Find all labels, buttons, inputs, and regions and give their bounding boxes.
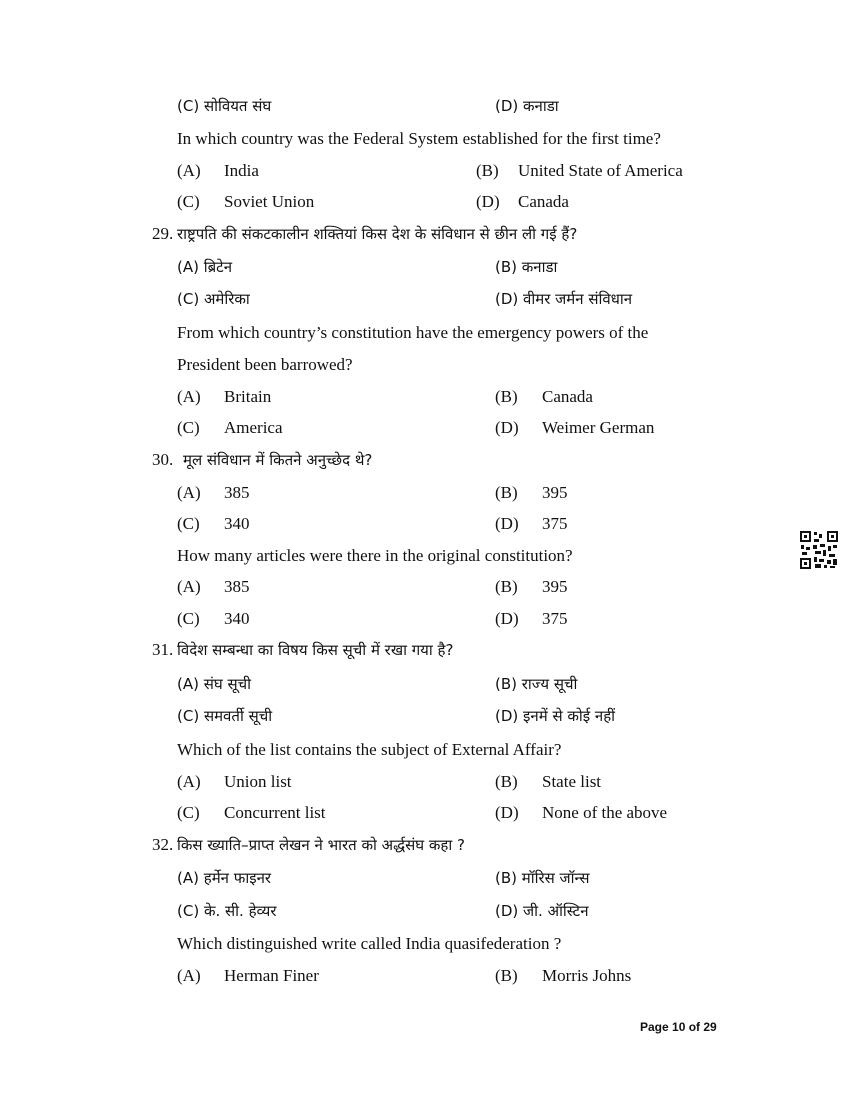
text-line-22-part-3: None of the above bbox=[542, 803, 668, 822]
text-line-3-part-1: Soviet Union bbox=[224, 192, 315, 211]
text-line-8-part-0: President been barrowed? bbox=[177, 355, 353, 374]
text-line-16-part-2: (D) bbox=[495, 609, 519, 628]
text-line-26-part-0: Which distinguished write called India quasifederation ? bbox=[177, 934, 562, 953]
text-line-11-part-1: मूल संविधान में कितने अनुच्छेद थे? bbox=[183, 451, 373, 469]
text-line-22-part-1: Concurrent list bbox=[224, 803, 326, 822]
text-line-27-part-0: (A) bbox=[177, 966, 201, 985]
text-line-2-part-2: (B) bbox=[476, 161, 499, 180]
text-line-12-part-1: 385 bbox=[224, 483, 250, 502]
text-line-1-part-0: In which country was the Federal System established for the first time? bbox=[177, 129, 661, 148]
text-line-15-part-3: 395 bbox=[542, 577, 568, 596]
text-line-2-part-3: United State of America bbox=[518, 161, 683, 180]
text-line-12-part-0: (A) bbox=[177, 483, 201, 502]
text-line-25-part-1: (D) जी. ऑस्टिन bbox=[495, 902, 589, 920]
text-line-5-part-1: (B) कनाडा bbox=[495, 258, 558, 276]
text-line-13-part-0: (C) bbox=[177, 514, 200, 533]
text-line-13-part-1: 340 bbox=[224, 514, 250, 533]
text-line-13-part-2: (D) bbox=[495, 514, 519, 533]
text-line-27-part-3: Morris Johns bbox=[542, 966, 632, 985]
text-line-12-part-3: 395 bbox=[542, 483, 568, 502]
text-line-24-part-0: (A) हर्मेन फाइनर bbox=[177, 869, 272, 887]
text-line-3-part-0: (C) bbox=[177, 192, 200, 211]
text-line-3-part-3: Canada bbox=[518, 192, 569, 211]
text-line-18-part-0: (A) संघ सूची bbox=[177, 675, 252, 693]
text-line-17-part-1: विदेश सम्बन्धा का विषय किस सूची में रखा गया है? bbox=[177, 641, 454, 659]
text-line-25-part-0: (C) के. सी. हेव्यर bbox=[177, 902, 277, 920]
text-line-19-part-1: (D) इनमें से कोई नहीं bbox=[495, 707, 616, 725]
text-line-16-part-1: 340 bbox=[224, 609, 250, 628]
text-line-23-part-0: 32. bbox=[152, 835, 174, 854]
text-line-27-part-2: (B) bbox=[495, 966, 518, 985]
text-line-5-part-0: (A) ब्रिटेन bbox=[177, 258, 233, 276]
text-line-0-part-1: (D) कनाडा bbox=[495, 97, 559, 115]
text-line-15-part-2: (B) bbox=[495, 577, 518, 596]
text-line-14-part-0: How many articles were there in the original constitution? bbox=[177, 546, 573, 565]
page-number: Page 10 of 29 bbox=[640, 1020, 717, 1034]
text-line-20-part-0: Which of the list contains the subject of External Affair? bbox=[177, 740, 562, 759]
text-line-15-part-1: 385 bbox=[224, 577, 250, 596]
text-line-7-part-0: From which country’s constitution have the emergency powers of the bbox=[177, 323, 649, 342]
text-line-2-part-1: India bbox=[224, 161, 259, 180]
text-line-3-part-2: (D) bbox=[476, 192, 500, 211]
text-line-4-part-1: राष्ट्रपति की संकटकालीन शक्तियां किस देश के संविधान से छीन ली गई हैं? bbox=[177, 225, 578, 243]
text-line-10-part-1: America bbox=[224, 418, 283, 437]
text-line-2-part-0: (A) bbox=[177, 161, 201, 180]
text-line-21-part-2: (B) bbox=[495, 772, 518, 791]
text-line-12-part-2: (B) bbox=[495, 483, 518, 502]
text-line-21-part-3: State list bbox=[542, 772, 602, 791]
text-line-18-part-1: (B) राज्य सूची bbox=[495, 675, 578, 693]
text-line-10-part-0: (C) bbox=[177, 418, 200, 437]
text-line-16-part-3: 375 bbox=[542, 609, 568, 628]
text-line-15-part-0: (A) bbox=[177, 577, 201, 596]
text-line-16-part-0: (C) bbox=[177, 609, 200, 628]
text-line-13-part-3: 375 bbox=[542, 514, 568, 533]
text-line-6-part-1: (D) वीमर जर्मन संविधान bbox=[495, 290, 633, 308]
text-line-9-part-0: (A) bbox=[177, 387, 201, 406]
text-line-24-part-1: (B) मॉरिस जॉन्स bbox=[495, 869, 590, 887]
text-line-6-part-0: (C) अमेरिका bbox=[177, 290, 250, 308]
text-line-9-part-3: Canada bbox=[542, 387, 593, 406]
text-line-10-part-2: (D) bbox=[495, 418, 519, 437]
text-line-10-part-3: Weimer German bbox=[542, 418, 655, 437]
text-line-17-part-0: 31. bbox=[152, 640, 174, 659]
text-line-21-part-0: (A) bbox=[177, 772, 201, 791]
qr-code-icon bbox=[799, 530, 839, 570]
text-line-4-part-0: 29. bbox=[152, 224, 174, 243]
text-line-19-part-0: (C) समवर्ती सूची bbox=[177, 707, 273, 725]
text-line-9-part-2: (B) bbox=[495, 387, 518, 406]
text-line-21-part-1: Union list bbox=[224, 772, 292, 791]
text-line-22-part-2: (D) bbox=[495, 803, 519, 822]
text-line-0-part-0: (C) सोवियत संघ bbox=[177, 97, 272, 115]
text-line-27-part-1: Herman Finer bbox=[224, 966, 319, 985]
text-line-11-part-0: 30. bbox=[152, 450, 174, 469]
text-line-9-part-1: Britain bbox=[224, 387, 272, 406]
text-line-23-part-1: किस ख्याति–प्राप्त लेखन ने भारत को अर्द्धसंघ कहा ? bbox=[177, 836, 465, 854]
text-line-22-part-0: (C) bbox=[177, 803, 200, 822]
